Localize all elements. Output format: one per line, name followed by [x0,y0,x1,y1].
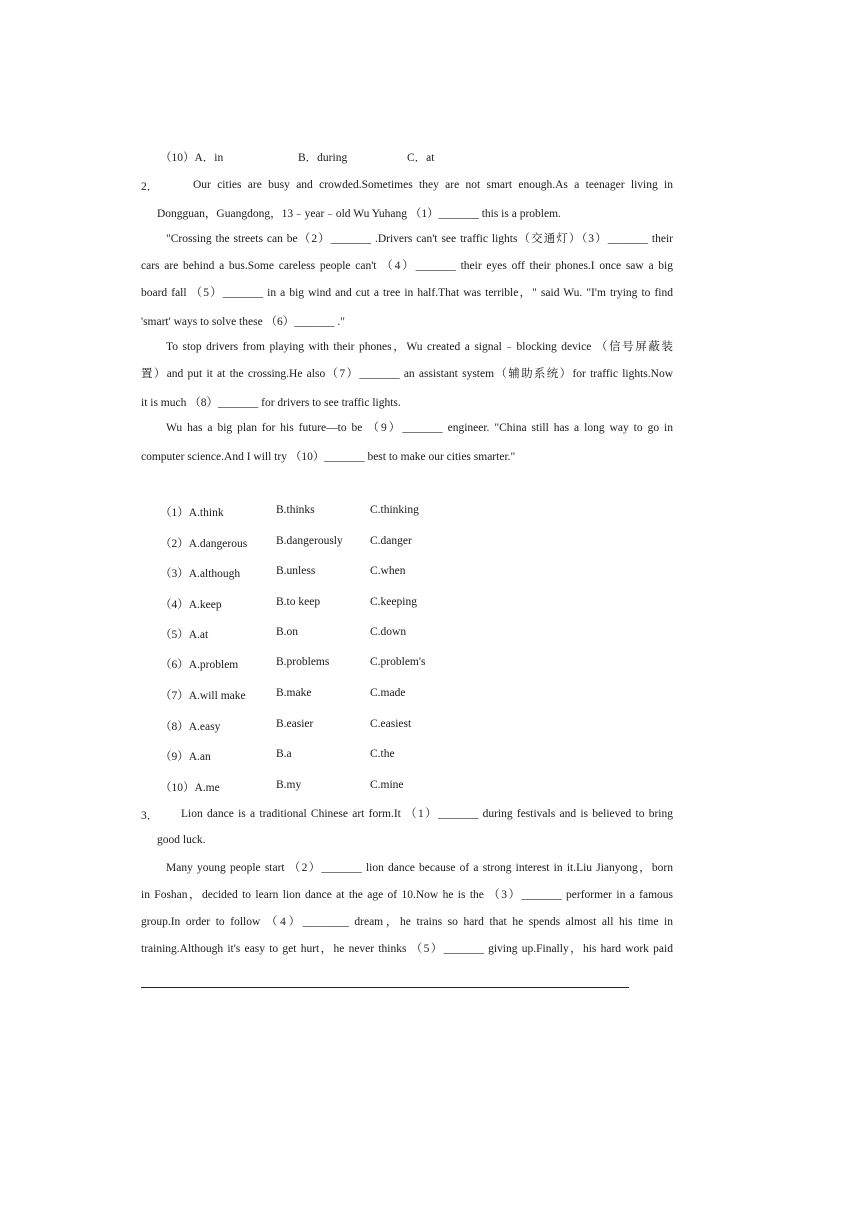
option-a: （7）A.will make [160,690,246,702]
option-c: C.thinking [370,504,419,516]
option-b: B.make [276,687,312,699]
option-c: C.made [370,687,406,699]
q3-line-1: Lion dance is a traditional Chinese art form.It （1）_______ during festivals and is believed to bring [181,808,673,820]
q2-line-2: Dongguan，Guangdong，13﹣year﹣old Wu Yuhang （1）_______ this is a problem. [157,208,561,220]
q3-number: 3． [141,810,159,822]
q1-option-10-a: （10）A．in [160,152,224,164]
q1-option-10-b: B．during [298,152,348,164]
q2-line-1: Our cities are busy and crowded.Sometimes they are not smart enough.As a teenager living in [193,179,673,191]
option-a: （3）A.although [160,568,241,580]
option-c: C.mine [370,779,404,791]
option-b: B.to keep [276,596,321,608]
option-c: C.danger [370,535,412,547]
q2-line-7: To stop drivers from playing with their phones，Wu created a signal﹣blocking device （信号屏蔽装 [166,341,673,353]
option-a: （8）A.easy [160,721,221,733]
option-c: C.easiest [370,718,412,730]
option-b: B.unless [276,565,316,577]
q2-line-5: board fall （5）_______ in a big wind and cut a tree in half.That was terrible，" said Wu. "I'm trying to find [141,287,673,299]
q2-line-3: "Crossing the streets can be（2）_______ .Drivers can't see traffic lights（交通灯）（3）_______ their [166,233,673,245]
option-c: C.problem's [370,656,426,668]
option-a: （5）A.at [160,629,209,641]
option-b: B.thinks [276,504,315,516]
option-a: （4）A.keep [160,599,222,611]
q3-line-6: training.Although it's easy to get hurt，he never thinks （5）_______ giving up.Finally，his hard work paid [141,943,673,955]
option-b: B.problems [276,656,330,668]
option-b: B.my [276,779,302,791]
option-c: C.down [370,626,407,638]
q2-line-9: it is much （8）_______ for drivers to see traffic lights. [141,397,401,409]
q3-line-4: in Foshan，decided to learn lion dance at the age of 10.Now he is the （3）_______ performer in a famous [141,889,673,901]
q2-line-10: Wu has a big plan for his future—to be （9）_______ engineer. "China still has a long way to go in [166,422,673,434]
option-a: （1）A.think [160,507,224,519]
q2-number: 2． [141,181,159,193]
q1-option-10-c: C．at [407,152,435,164]
option-b: B.on [276,626,299,638]
q3-line-5: group.In order to follow （4）________ dream，he trains so hard that he spends almost all his time in [141,916,673,928]
option-c: C.the [370,748,395,760]
option-a: （2）A.dangerous [160,538,248,550]
footer-divider [141,987,629,988]
q3-line-2: good luck. [157,834,206,846]
q3-line-3: Many young people start （2）_______ lion dance because of a strong interest in it.Liu Jianyong，born [166,862,673,874]
option-c: C.keeping [370,596,417,608]
q2-line-11: computer science.And I will try （10）_______ best to make our cities smarter." [141,451,516,463]
option-b: B.dangerously [276,535,343,547]
option-b: B.a [276,748,292,760]
q2-line-8: 置）and put it at the crossing.He also（7）_______ an assistant system（辅助系统）for traffic lights.Now [141,368,673,380]
q2-line-6: 'smart' ways to solve these （6）_______ ." [141,316,345,328]
option-b: B.easier [276,718,314,730]
option-a: （6）A.problem [160,659,239,671]
option-a: （9）A.an [160,751,211,763]
option-c: C.when [370,565,406,577]
option-a: （10）A.me [160,782,220,794]
q2-line-4: cars are behind a bus.Some careless people can't （4）_______ their eyes off their phones.I once saw a big [141,260,673,272]
